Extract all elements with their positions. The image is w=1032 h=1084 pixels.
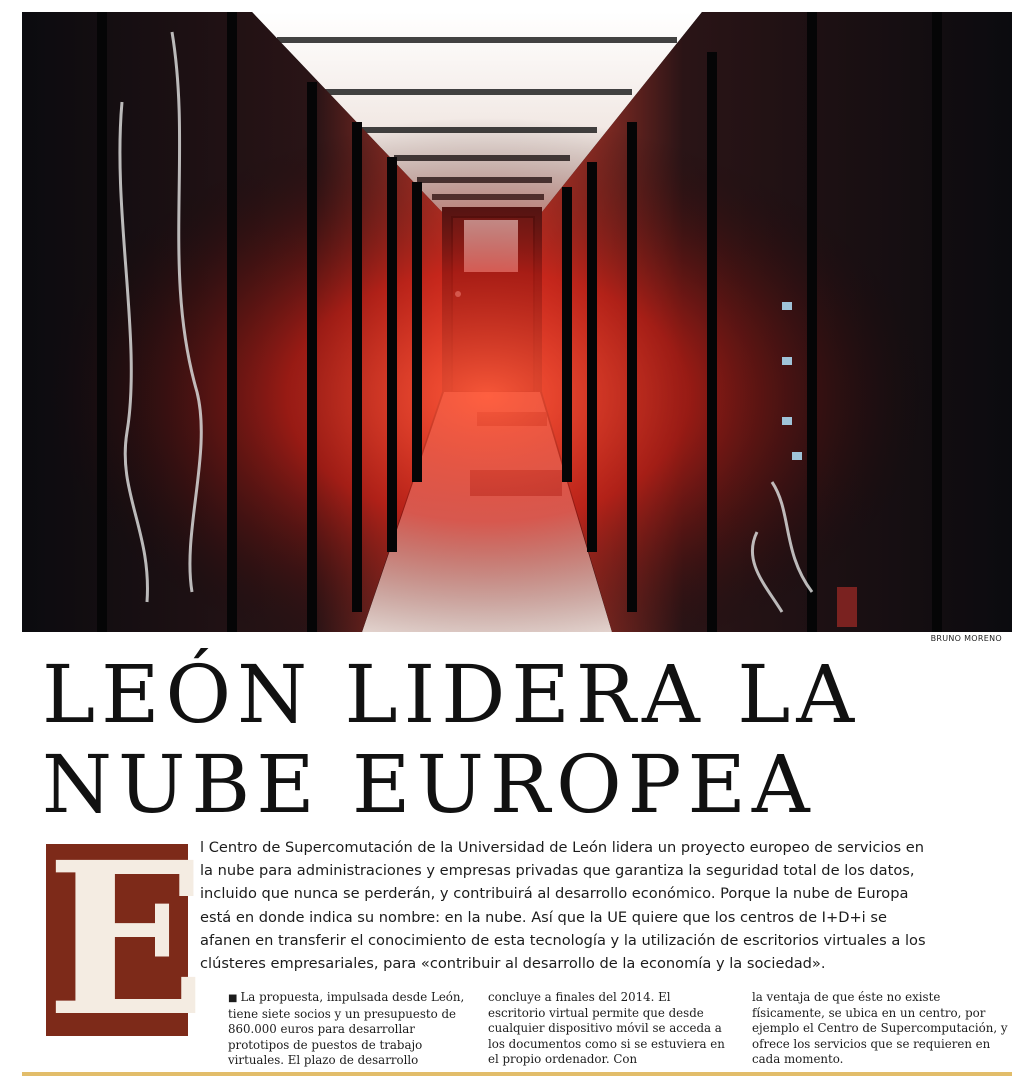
- body-column-1: [228, 990, 468, 1069]
- headline-line-2: NUBE EUROPEA: [42, 738, 816, 831]
- body-column-2: concluye a finales del 2014. El escritorio virtual permite que desde cualquier dispositivo móvil se acceda a los documentos como si se estuviera en el propio ordenador. Con: [488, 990, 725, 1067]
- body-column-3: la ventaja de que éste no existe físicamente, se ubica en un centro, por ejemplo el Centro de Supercomputación, y ofrece los servicios que se requieren en cada momento.: [752, 990, 1008, 1067]
- lead-paragraph: l Centro de Supercomutación de la Universidad de León lidera un proyecto europeo de servicios en la nube para administraciones y empresas privadas que garantiza la seguridad total de los datos, incluido que nunca se perderán, y contribuirá al desarrollo económico. Porque la nube de Europa está en donde indica su nombre: en la nube. Así que la UE quiere que los centros de I+D+i se afanen en transferir el conocimiento de esta tecnología y la utilización de escritorios virtuales a los clústeres empresariales, para «contribuir al desarrollo de la economía y la sociedad».: [200, 839, 926, 973]
- headline-line-1: LEÓN LIDERA LA: [42, 648, 861, 741]
- footer-rule: [22, 1072, 1012, 1076]
- server-room-photo: [22, 12, 1012, 632]
- photo-credit: BRUNO MORENO: [930, 634, 1002, 643]
- bullet-icon: ■: [228, 993, 238, 1004]
- body-column-1-text: La propuesta, impulsada desde León, tiene siete socios y un presupuesto de 860.000 euros para desarrollar prototipos de puestos de trabajo virtuales. El plazo de desarrollo: [228, 990, 465, 1068]
- drop-cap: E: [46, 816, 207, 1063]
- headline: [42, 650, 942, 830]
